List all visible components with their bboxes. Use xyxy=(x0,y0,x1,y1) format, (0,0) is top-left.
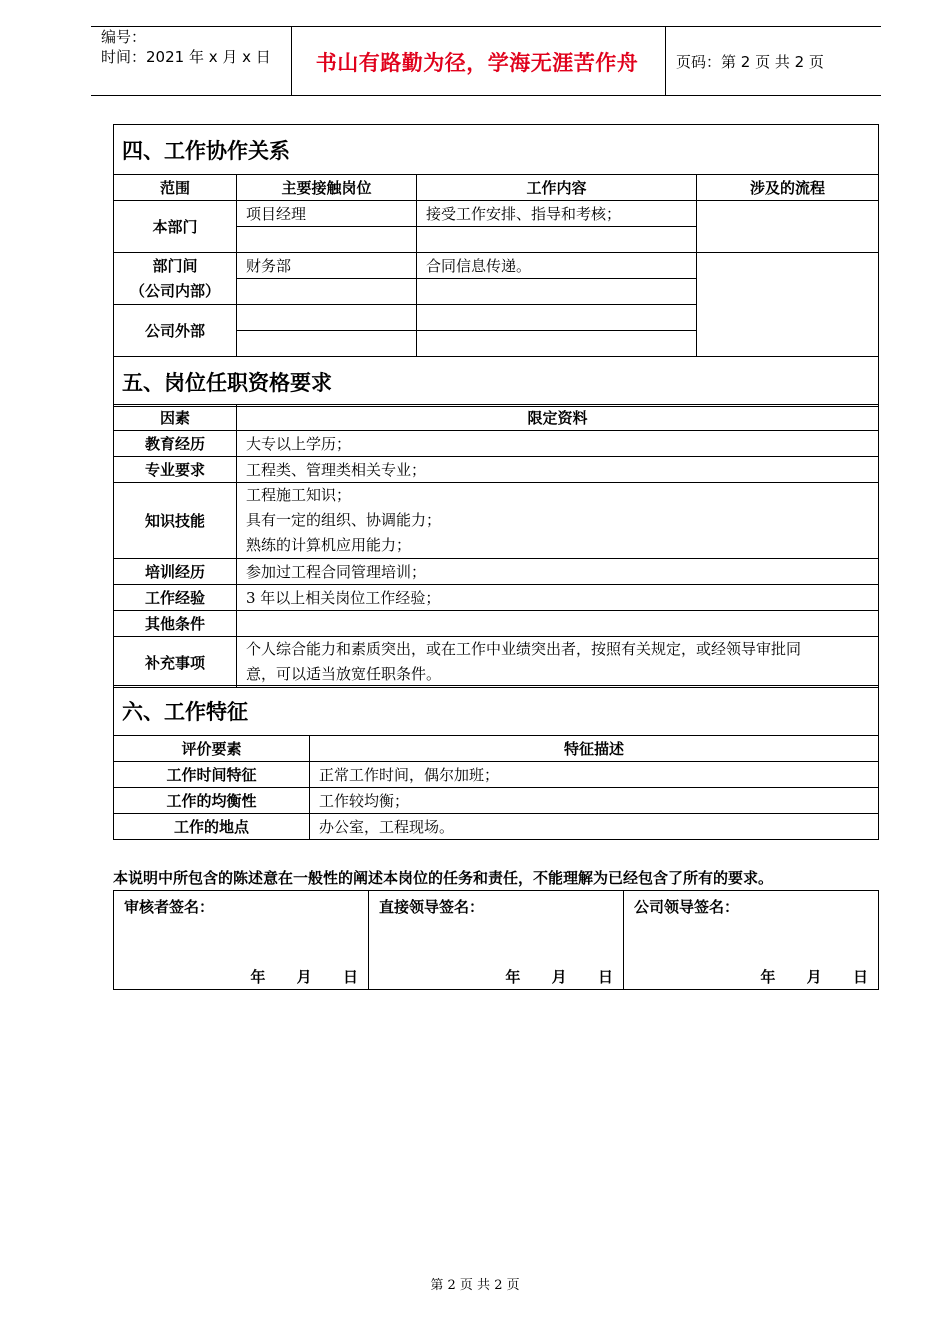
table-header-row xyxy=(114,175,879,201)
cooperation-table xyxy=(113,124,879,407)
content-cell xyxy=(417,305,697,331)
position-cell xyxy=(237,279,417,305)
signature-date: 年 月 日 xyxy=(505,968,613,986)
table-row xyxy=(114,483,879,559)
signature-label: 审核者签名： xyxy=(124,898,215,916)
section-title: 五、岗位任职资格要求 xyxy=(114,357,879,407)
factor-cell: 教育经历 xyxy=(114,431,237,457)
qualification-table xyxy=(113,404,879,688)
factor-cell: 知识技能 xyxy=(114,483,237,559)
work-feature-table xyxy=(113,685,879,840)
content-cell xyxy=(417,331,697,357)
signature-label: 直接领导签名： xyxy=(379,898,485,916)
section-title: 六、工作特征 xyxy=(114,686,879,736)
content-cell xyxy=(417,279,697,305)
process-cell xyxy=(697,201,879,253)
header-motto: 书山有路勤为径，学海无涯苦作舟 xyxy=(315,50,639,75)
column-header: 限定资料 xyxy=(237,405,879,431)
signature-cell-reviewer[interactable] xyxy=(114,891,369,990)
signature-date: 年 月 日 xyxy=(760,968,868,986)
scope-cell: 公司外部 xyxy=(114,305,237,357)
signature-cell-direct-leader[interactable] xyxy=(369,891,624,990)
signature-date: 年 月 日 xyxy=(250,968,358,986)
factor-cell: 工作的均衡性 xyxy=(114,788,310,814)
table-row xyxy=(114,201,879,227)
table-row xyxy=(114,431,879,457)
content-cell: 接受工作安排、指导和考核； xyxy=(417,201,697,227)
factor-cell: 专业要求 xyxy=(114,457,237,483)
requirement-line: 个人综合能力和素质突出，或在工作中业绩突出者，按照有关规定，或经领导审批同 xyxy=(246,640,802,658)
factor-cell: 补充事项 xyxy=(114,637,237,688)
requirement-cell: 工程类、管理类相关专业； xyxy=(237,457,879,483)
factor-cell: 工作的地点 xyxy=(114,814,310,840)
signature-label: 公司领导签名： xyxy=(634,898,740,916)
column-header: 因素 xyxy=(114,405,237,431)
scope-line: （公司内部） xyxy=(129,281,220,300)
table-row xyxy=(114,762,879,788)
column-header: 主要接触岗位 xyxy=(237,175,417,201)
scope-cell: 本部门 xyxy=(114,201,237,253)
table-header-row xyxy=(114,736,879,762)
factor-cell: 工作时间特征 xyxy=(114,762,310,788)
table-row xyxy=(114,585,879,611)
requirement-line: 工程施工知识； xyxy=(246,486,352,504)
requirement-line: 意，可以适当放宽任职条件。 xyxy=(246,665,442,683)
column-header: 范围 xyxy=(114,175,237,201)
scope-cell xyxy=(114,253,237,305)
scope-line: 部门间 xyxy=(152,256,198,275)
requirement-cell: 3 年以上相关岗位工作经验； xyxy=(237,585,879,611)
requirement-cell xyxy=(237,637,879,688)
header-divider xyxy=(665,27,666,95)
doc-number-label: 编号： xyxy=(101,28,147,46)
table-row xyxy=(114,814,879,840)
signature-table xyxy=(113,890,879,990)
table-header-row xyxy=(114,405,879,431)
header-meta xyxy=(101,27,271,67)
requirement-cell: 大专以上学历； xyxy=(237,431,879,457)
column-header: 涉及的流程 xyxy=(697,175,879,201)
factor-cell: 培训经历 xyxy=(114,559,237,585)
process-cell xyxy=(697,253,879,357)
description-cell: 正常工作时间，偶尔加班； xyxy=(310,762,879,788)
position-cell xyxy=(237,305,417,331)
table-row xyxy=(114,611,879,637)
requirement-cell xyxy=(237,483,879,559)
table-row xyxy=(114,457,879,483)
requirement-line: 熟练的计算机应用能力； xyxy=(246,536,412,554)
page-footer: 第 2 页 共 2 页 xyxy=(430,1278,520,1293)
signature-cell-company-leader[interactable] xyxy=(624,891,879,990)
factor-cell: 其他条件 xyxy=(114,611,237,637)
description-cell: 工作较均衡； xyxy=(310,788,879,814)
table-row xyxy=(114,637,879,688)
table-row xyxy=(114,788,879,814)
position-cell: 财务部 xyxy=(237,253,417,279)
factor-cell: 工作经验 xyxy=(114,585,237,611)
column-header: 特征描述 xyxy=(310,736,879,762)
doc-time-label: 时间：2021 年 x 月 x 日 xyxy=(101,48,271,66)
description-cell: 办公室，工程现场。 xyxy=(310,814,879,840)
requirement-line: 具有一定的组织、协调能力； xyxy=(246,511,442,529)
requirement-cell: 参加过工程合同管理培训； xyxy=(237,559,879,585)
position-cell xyxy=(237,227,417,253)
content-cell xyxy=(417,227,697,253)
column-header: 工作内容 xyxy=(417,175,697,201)
table-row xyxy=(114,253,879,279)
position-cell: 项目经理 xyxy=(237,201,417,227)
section-title: 四、工作协作关系 xyxy=(114,125,879,175)
column-header: 评价要素 xyxy=(114,736,310,762)
table-row xyxy=(114,559,879,585)
header-page-number: 页码：第 2 页 共 2 页 xyxy=(676,53,824,71)
content-cell: 合同信息传递。 xyxy=(417,253,697,279)
position-cell xyxy=(237,331,417,357)
requirement-cell xyxy=(237,611,879,637)
page-header xyxy=(91,26,881,96)
disclaimer-notice: 本说明中所包含的陈述意在一般性的阐述本岗位的任务和责任，不能理解为已经包含了所有的要求。 xyxy=(113,869,774,887)
